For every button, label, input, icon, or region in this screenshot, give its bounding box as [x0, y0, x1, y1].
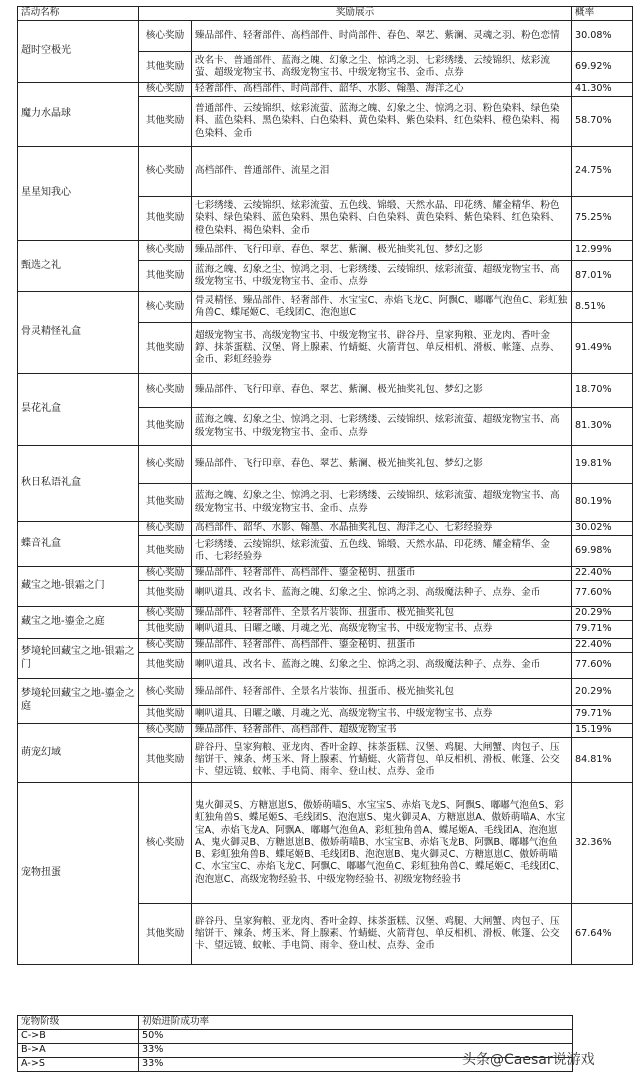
- reward-list: 蓝海之魄、幻象之尘、惊鸿之羽、七彩绣缕、云绫锦织、炫彩流萤、超级宠物宝书、高级宠物宝书、中级宠物宝书、金币、点券: [192, 484, 572, 522]
- reward-list: 骨灵精怪、臻品部件、轻奢部件、水宝宝C、赤焰飞龙C、阿飘C、嘟嘟气泡鱼C、彩虹独角兽C、蝶尾姬C、毛线团C、泡泡崽C: [192, 292, 572, 323]
- activity-name: 甄选之礼: [18, 241, 139, 292]
- reward-list: 喇叭道具、改名卡、蓝海之魄、幻象之尘、惊鸿之羽、高级魔法种子、点券、金币: [192, 653, 572, 679]
- table-row: [18, 446, 633, 484]
- table-row: [18, 83, 633, 97]
- table-header-row: [18, 7, 633, 21]
- advancement-rate: 33%: [139, 1044, 573, 1058]
- table-row: [18, 374, 633, 408]
- advancement-stage: A->S: [18, 1058, 139, 1072]
- probability-value: 67.64%: [572, 904, 633, 965]
- reward-type: 核心奖励: [139, 724, 192, 738]
- probability-value: 87.01%: [572, 261, 633, 292]
- table-row: [18, 783, 633, 904]
- reward-list: 七彩绣缕、云绫锦织、炫彩流萤、五色线、锦缎、天然水晶、印花绣、耀金精华、粉色染料、绿色染料、蓝色染料、黑色染料、白色染料、黄色染料、紫色染料、红色染料、橙色染料、褐色染料、金币: [192, 197, 572, 241]
- reward-list: 喇叭道具、改名卡、蓝海之魄、幻象之尘、惊鸿之羽、高级魔法种子、点券、金币: [192, 581, 572, 607]
- reward-list: 臻品部件、飞行印章、春色、翠艺、紫澜、极光抽奖礼包、梦幻之影: [192, 446, 572, 484]
- advancement-header-rate: 初始进阶成功率: [139, 1016, 573, 1030]
- reward-type: 核心奖励: [139, 446, 192, 484]
- table-row: [18, 724, 633, 738]
- reward-list: 轻奢部件、高档部件、时尚部件、韶华、水影、翰墨、海洋之心: [192, 83, 572, 97]
- activity-name: 藏宝之地-银霜之门: [18, 567, 139, 607]
- activity-name: 骨灵精怪礼盒: [18, 292, 139, 374]
- reward-type: 其他奖励: [139, 904, 192, 965]
- reward-list: 臻品部件、轻奢部件、高档部件、鎏金秘钥、扭蛋币: [192, 639, 572, 653]
- table-row: [18, 21, 633, 52]
- table-row: [18, 607, 633, 621]
- probability-value: 22.40%: [572, 567, 633, 581]
- reward-list: 臻品部件、飞行印章、春色、翠艺、紫澜、极光抽奖礼包、梦幻之影: [192, 374, 572, 408]
- probability-value: 12.99%: [572, 241, 633, 261]
- table-row: [18, 679, 633, 706]
- reward-list: 普通部件、云绫锦织、炫彩流萤、蓝海之魄、幻象之尘、惊鸿之羽、粉色染料、绿色染料、蓝色染料、黑色染料、白色染料、黄色染料、紫色染料、红色染料、橙色染料、褐色染料、金币: [192, 97, 572, 147]
- reward-type: 其他奖励: [139, 408, 192, 446]
- reward-list: 高档部件、韶华、水影、翰墨、水晶抽奖礼包、海洋之心、七彩经验券: [192, 522, 572, 536]
- reward-list: 臻品部件、飞行印章、春色、翠艺、紫澜、极光抽奖礼包、梦幻之影: [192, 241, 572, 261]
- probability-value: 30.08%: [572, 21, 633, 52]
- advancement-header-stage: 宠物阶级: [18, 1016, 139, 1030]
- reward-type: 其他奖励: [139, 52, 192, 83]
- probability-value: 15.19%: [572, 724, 633, 738]
- activity-name: 宠物扭蛋: [18, 783, 139, 965]
- probability-value: 19.81%: [572, 446, 633, 484]
- reward-list: 辟谷丹、皇家狗粮、亚龙肉、香叶金錞、抹茶蛋糕、汉堡、鸡腿、大闸蟹、肉包子、压缩饼干、辣条、烤玉米、肾上腺素、竹蜻蜓、火箭背包、单反相机、滑板、帐篷、公交卡、望远镜、蚊帐、手电筒、雨伞、登山杖、点券、金币: [192, 904, 572, 965]
- reward-list: 喇叭道具、日曜之曦、月魂之光、高级宠物宝书、中级宠物宝书、点券: [192, 706, 572, 724]
- probability-value: 91.49%: [572, 323, 633, 374]
- reward-type: 核心奖励: [139, 292, 192, 323]
- probability-value: 20.29%: [572, 607, 633, 621]
- reward-list: 辟谷丹、皇家狗粮、亚龙肉、香叶金錞、抹茶蛋糕、汉堡、鸡腿、大闸蟹、肉包子、压缩饼干、辣条、烤玉米、肾上腺素、竹蜻蜓、火箭背包、单反相机、滑板、帐篷、公交卡、望远镜、蚊帐、手电筒、雨伞、登山杖、点券、金币: [192, 738, 572, 783]
- reward-type: 其他奖励: [139, 653, 192, 679]
- probability-value: 77.60%: [572, 581, 633, 607]
- reward-list: 臻品部件、轻奢部件、高档部件、时尚部件、春色、翠艺、紫澜、灵魂之羽、粉色恋情: [192, 21, 572, 52]
- reward-type: 其他奖励: [139, 621, 192, 639]
- reward-list: 改名卡、普通部件、蓝海之魄、幻象之尘、惊鸿之羽、七彩绣缕、云绫锦织、炫彩流萤、超级宠物宝书、高级宠物宝书、中级宠物宝书、金币、点券: [192, 52, 572, 83]
- watermark: 头条@Caesar说游戏: [462, 1052, 595, 1068]
- reward-type: 其他奖励: [139, 484, 192, 522]
- activity-name: 蝶音礼盒: [18, 522, 139, 567]
- probability-value: 41.30%: [572, 83, 633, 97]
- reward-type: 核心奖励: [139, 607, 192, 621]
- probability-value: 79.71%: [572, 621, 633, 639]
- advancement-stage: B->A: [18, 1044, 139, 1058]
- probability-value: 58.70%: [572, 97, 633, 147]
- activity-name: 萌宠幻域: [18, 724, 139, 783]
- reward-type: 核心奖励: [139, 374, 192, 408]
- probability-value: 30.02%: [572, 522, 633, 536]
- reward-type: 其他奖励: [139, 706, 192, 724]
- table-row: [18, 292, 633, 323]
- probability-value: 80.19%: [572, 484, 633, 522]
- probability-value: 22.40%: [572, 639, 633, 653]
- probability-value: 32.36%: [572, 783, 633, 904]
- reward-probability-table: [17, 6, 633, 965]
- probability-value: 69.92%: [572, 52, 633, 83]
- header-reward: 奖励展示: [139, 7, 572, 21]
- reward-list: 喇叭道具、日曜之曦、月魂之光、高级宠物宝书、中级宠物宝书、点券: [192, 621, 572, 639]
- reward-type: 核心奖励: [139, 21, 192, 52]
- reward-type: 核心奖励: [139, 522, 192, 536]
- reward-type: 核心奖励: [139, 147, 192, 197]
- reward-list: 臻品部件、轻奢部件、高档部件、超级宠物宝书: [192, 724, 572, 738]
- probability-value: 69.98%: [572, 536, 633, 567]
- reward-list: 高档部件、普通部件、流星之泪: [192, 147, 572, 197]
- activity-name: 秋日私语礼盒: [18, 446, 139, 522]
- advancement-rate: 33%: [139, 1058, 573, 1072]
- probability-value: 75.25%: [572, 197, 633, 241]
- reward-type: 其他奖励: [139, 738, 192, 783]
- activity-name: 梦境轮回藏宝之地-银霜之门: [18, 639, 139, 679]
- table-row: [18, 567, 633, 581]
- reward-list: 蓝海之魄、幻象之尘、惊鸿之羽、七彩绣缕、云绫锦织、炫彩流萤、超级宠物宝书、高级宠物宝书、中级宠物宝书、金币、点券: [192, 261, 572, 292]
- reward-list: 超级宠物宝书、高级宠物宝书、中级宠物宝书、辟谷丹、皇家狗粮、亚龙肉、香叶金錞、抹茶蛋糕、汉堡、肾上腺素、竹蜻蜓、火箭背包、单反相机、滑板、帐篷、点券、金币、彩虹经验券: [192, 323, 572, 374]
- reward-type: 核心奖励: [139, 783, 192, 904]
- reward-list: 臻品部件、轻奢部件、全景名片装饰、扭蛋币、极光抽奖礼包: [192, 679, 572, 706]
- activity-name: 超时空极光: [18, 21, 139, 83]
- table-row: [18, 241, 633, 261]
- reward-type: 其他奖励: [139, 536, 192, 567]
- advancement-row: [18, 1030, 573, 1044]
- reward-type: 其他奖励: [139, 261, 192, 292]
- table-body: [18, 21, 633, 965]
- activity-name: 梦境轮回藏宝之地-鎏金之庭: [18, 679, 139, 724]
- reward-type: 核心奖励: [139, 83, 192, 97]
- header-activity: 活动名称: [18, 7, 139, 21]
- reward-list: 七彩绣缕、云绫锦织、炫彩流萤、五色线、锦缎、天然水晶、印花绣、耀金精华、金币、七彩经验券: [192, 536, 572, 567]
- probability-value: 79.71%: [572, 706, 633, 724]
- activity-name: 星星知我心: [18, 147, 139, 241]
- reward-type: 其他奖励: [139, 323, 192, 374]
- probability-value: 77.60%: [572, 653, 633, 679]
- reward-type: 核心奖励: [139, 639, 192, 653]
- reward-type: 核心奖励: [139, 679, 192, 706]
- activity-name: 魔力水晶球: [18, 83, 139, 147]
- reward-list: 臻品部件、轻奢部件、全景名片装饰、扭蛋币、极光抽奖礼包: [192, 607, 572, 621]
- reward-type: 其他奖励: [139, 581, 192, 607]
- reward-list: 蓝海之魄、幻象之尘、惊鸿之羽、七彩绣缕、云绫锦织、炫彩流萤、超级宠物宝书、高级宠物宝书、中级宠物宝书、金币、点券: [192, 408, 572, 446]
- reward-type: 其他奖励: [139, 197, 192, 241]
- probability-value: 18.70%: [572, 374, 633, 408]
- activity-name: 藏宝之地-鎏金之庭: [18, 607, 139, 639]
- reward-type: 核心奖励: [139, 241, 192, 261]
- reward-list: 臻品部件、轻奢部件、高档部件、鎏金秘钥、扭蛋币: [192, 567, 572, 581]
- probability-value: 24.75%: [572, 147, 633, 197]
- advancement-stage: C->B: [18, 1030, 139, 1044]
- probability-value: 20.29%: [572, 679, 633, 706]
- reward-type: 核心奖励: [139, 567, 192, 581]
- probability-value: 81.30%: [572, 408, 633, 446]
- advancement-rate: 50%: [139, 1030, 573, 1044]
- header-probability: 概率: [572, 7, 633, 21]
- reward-list: 鬼火御灵S、方糖崽崽S、傲娇萌喵S、水宝宝S、赤焰飞龙S、阿飘S、嘟嘟气泡鱼S、彩虹独角兽S、蝶尾姬S、毛线团S、泡泡崽S、鬼火御灵A、方糖崽崽A、傲娇萌喵A、水宝宝A、赤焰飞龙A、阿飘A、嘟嘟气泡鱼A、彩虹独角兽A、蝶尾姬A、毛线团A、泡泡崽A、鬼火御灵B、方糖崽崽B、傲娇萌喵B、水宝宝B、赤焰飞龙B、阿飘B、嘟嘟气泡鱼B、彩虹独角兽B、蝶尾姬B、毛线团B、泡泡崽B、鬼火御灵C、方糖崽崽C、傲娇萌喵C、水宝宝C、赤焰飞龙C、阿飘C、嘟嘟气泡鱼C、彩虹独角兽C、蝶尾姬C、毛线团C、泡泡崽C、高级宠物经验书、中级宠物经验书、初级宠物经验书: [192, 783, 572, 904]
- table-row: [18, 147, 633, 197]
- probability-value: 8.51%: [572, 292, 633, 323]
- table-row: [18, 522, 633, 536]
- table-row: [18, 639, 633, 653]
- reward-type: 其他奖励: [139, 97, 192, 147]
- activity-name: 昙花礼盒: [18, 374, 139, 446]
- advancement-header-row: [18, 1016, 573, 1030]
- probability-value: 84.81%: [572, 738, 633, 783]
